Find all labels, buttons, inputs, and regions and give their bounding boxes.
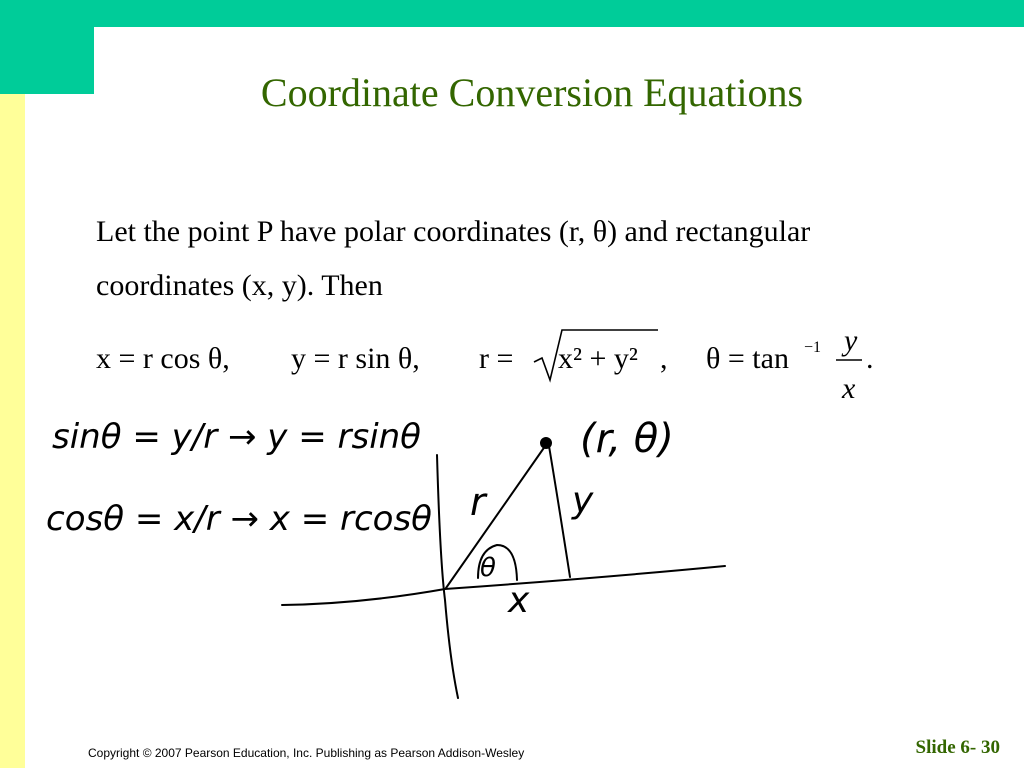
y-height-line [549,446,570,577]
slide-title: Coordinate Conversion Equations [260,70,804,115]
equation-r-end: , [660,342,668,375]
conversion-equations [96,326,976,406]
handwritten-y-label: y [572,480,594,521]
equation-y: y = r sin θ, [291,342,420,375]
angle-arc [478,545,517,580]
equation-x: x = r cos θ, [96,342,230,375]
intro-line-1-text: Let the point P have polar coordinates (r, θ) and rectangular [96,215,811,248]
handwritten-cos-relation: cosθ = x/r → x = rcosθ [46,499,432,539]
equation-theta-end: . [866,342,874,375]
radius-line [446,442,548,588]
handwritten-r-label: r [470,480,486,524]
equation-r-radicand: x² + y² [558,342,638,375]
equation-theta-denominator: x [842,372,856,405]
handwritten-point-label: (r, θ) [580,416,674,462]
intro-line-2 [96,269,976,303]
equation-r-lhs: r = [479,342,514,375]
equation-theta-exponent: −1 [804,339,822,356]
intro-line-1 [96,215,976,249]
slide-number: Slide 6- 30 [915,737,1000,758]
equation-theta-lhs: θ = tan [706,342,789,375]
top-accent-band [0,0,1024,27]
handwritten-theta-label: θ [480,553,496,583]
y-axis-stroke [437,455,458,698]
equation-theta-numerator: y [844,326,858,357]
intro-line-2-text: coordinates (x, y). Then [96,269,383,302]
handwritten-sin-relation: sinθ = y/r → y = rsinθ [52,417,421,457]
handwritten-x-label: x [508,580,530,621]
footer-copyright: Copyright © 2007 Pearson Education, Inc. Publishing as Pearson Addison-Wesley [88,746,525,760]
point-p-dot [541,438,551,448]
x-axis-stroke [282,566,725,605]
